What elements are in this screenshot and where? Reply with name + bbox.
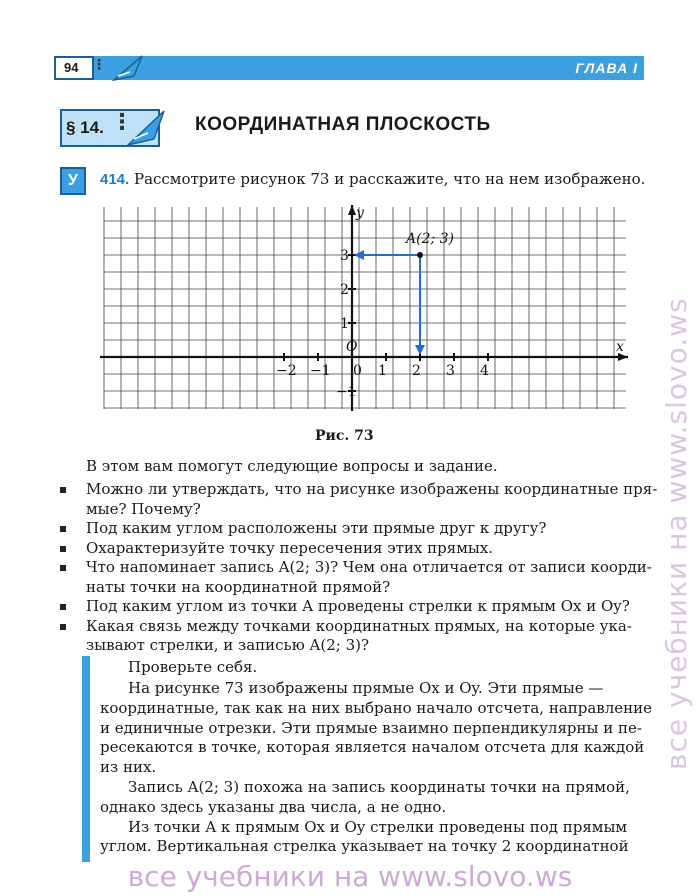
binder-rings-icon: ⋮ <box>111 110 133 135</box>
side-watermark: все учебники на www.slovo.ws <box>660 297 693 770</box>
check-line: ресекаются в точке, которая является началом отсчета для каждой <box>100 738 645 757</box>
check-heading: Проверьте себя. <box>128 658 258 676</box>
x-tick-label: 2 <box>412 363 421 379</box>
check-line: координатные, так как на них выбрано начало отсчета, направление <box>100 698 653 717</box>
y-tick-label: 3 <box>340 248 349 264</box>
question-line: Под каким углом из точки A проведены стрелки к прямым Ox и Oy? <box>86 597 630 615</box>
bottom-watermark: все учебники на www.slovo.ws <box>127 860 573 893</box>
check-section-bar <box>82 656 90 862</box>
question-line: мые? Почему? <box>86 499 201 518</box>
point-a-label: A(2; 3) <box>406 231 455 247</box>
task-text: Рассмотрите рисунок 73 и расскажите, что на нем изображено. <box>129 170 646 188</box>
check-line: На рисунке 73 изображены прямые Ox и Oy. Эти прямые — <box>128 679 604 697</box>
chapter-label: ГЛАВА I <box>575 60 638 76</box>
question-line: наты точки на координатной прямой? <box>86 577 391 596</box>
bullet-icon <box>60 526 66 532</box>
x-tick-label: 1 <box>378 363 387 379</box>
bullet-icon <box>60 487 66 493</box>
check-line: и единичные отрезки. Эти прямые взаимно перпендикулярны и пе- <box>100 718 642 737</box>
figure-caption: Рис. 73 <box>315 428 374 444</box>
x-tick-label: 0 <box>353 363 362 379</box>
task-number: 414. <box>100 171 130 188</box>
y-tick-label: 2 <box>340 282 349 298</box>
x-tick-label: −2 <box>276 363 297 379</box>
question-line: Под каким углом расположены эти прямые друг к другу? <box>86 519 547 537</box>
section-number: § 14. <box>66 118 104 137</box>
task-level-badge: У <box>60 167 86 195</box>
y-tick-label: 1 <box>340 316 349 332</box>
coordinate-plane-figure <box>100 205 630 411</box>
y-axis-arrow-icon <box>348 205 356 215</box>
section-title: КООРДИНАТНАЯ ПЛОСКОСТЬ <box>195 114 491 135</box>
axes <box>100 205 628 411</box>
bullet-icon <box>60 604 66 610</box>
vertical-arrowhead-icon <box>415 345 425 355</box>
bullet-icon <box>60 565 66 571</box>
question-line: Можно ли утверждать, что на рисунке изображены координатные пря- <box>86 480 658 498</box>
check-line: однако здесь указаны два числа, а не одно. <box>100 797 447 816</box>
y-tick-label: −1 <box>336 384 357 400</box>
x-tick-label: −1 <box>310 363 331 379</box>
check-line: Запись A(2; 3) похожа на запись координаты точки на прямой, <box>128 778 630 796</box>
check-line: из них. <box>100 758 157 777</box>
x-axis-label: x <box>616 339 624 355</box>
point-a-dot <box>417 252 423 258</box>
x-tick-label: 4 <box>480 363 489 379</box>
check-line: Из точки A к прямым Ox и Oy стрелки проведены под прямым <box>128 817 628 836</box>
y-axis-label: y <box>356 205 364 221</box>
point-a <box>354 231 454 355</box>
check-line: углом. Вертикальная стрелка указывает на точку 2 координатной <box>100 837 629 856</box>
origin-label: O <box>346 339 358 355</box>
binder-rings-icon: ⋮ <box>92 57 106 73</box>
question-line: Охарактеризуйте точку пересечения этих прямых. <box>86 538 494 557</box>
x-tick-label: 3 <box>446 363 455 379</box>
bullet-icon <box>60 546 66 552</box>
question-line: зывают стрелки, и записью A(2; 3)? <box>86 636 370 654</box>
bullet-icon <box>60 624 66 630</box>
question-line: Что напоминает запись A(2; 3)? Чем она отличается от записи коорди- <box>86 558 652 576</box>
page-number: 94 <box>54 56 94 80</box>
intro-text: В этом вам помогут следующие вопросы и задание. <box>86 457 498 475</box>
grid <box>104 207 626 409</box>
question-line: Какая связь между точками координатных прямых, на которые ука- <box>86 616 632 635</box>
task-statement <box>100 170 645 188</box>
